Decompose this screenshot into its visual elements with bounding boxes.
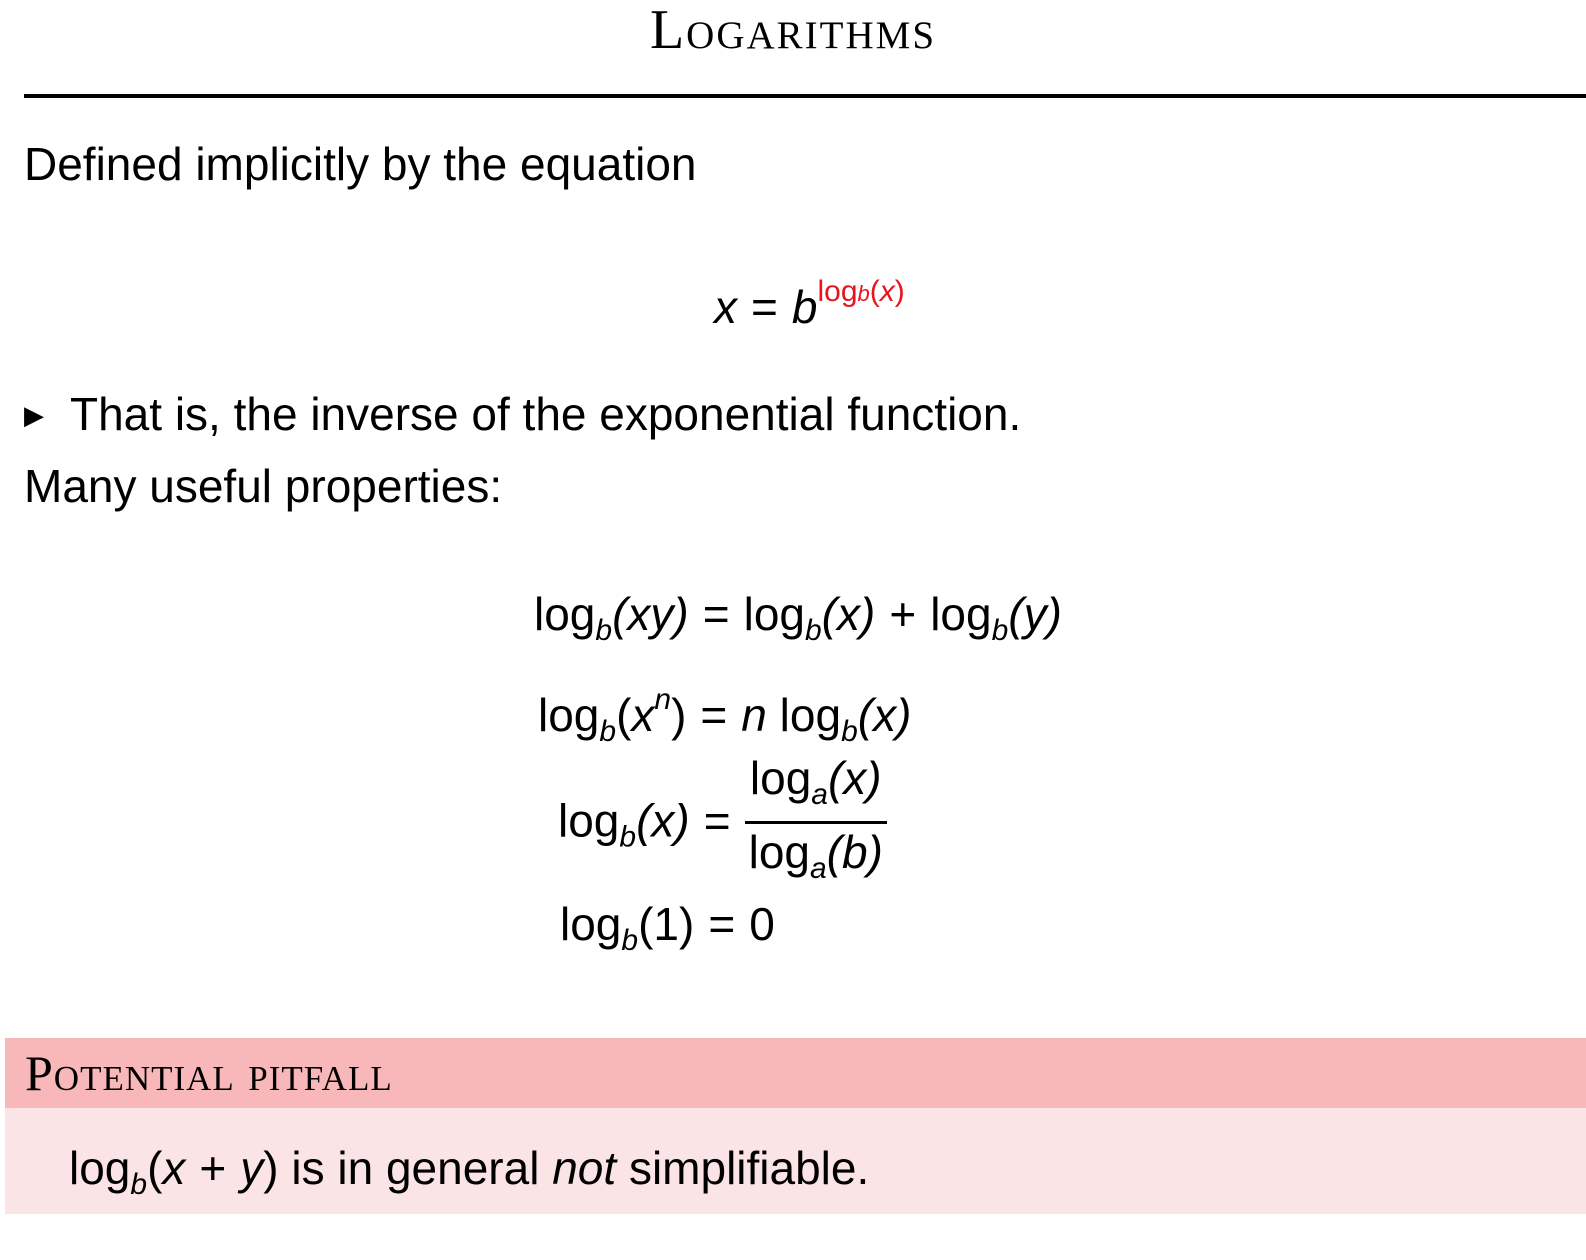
- p1-eq: =: [702, 588, 730, 640]
- p4-lhs-fn: log: [560, 898, 622, 950]
- p3-lhs-arg: (x): [636, 794, 690, 847]
- p3-den-arg: (b): [826, 826, 883, 878]
- p3-den-fn: log: [748, 826, 810, 878]
- def-exp-sub: b: [857, 281, 870, 306]
- p3-num-fn: log: [749, 752, 812, 804]
- def-exponent: [817, 275, 904, 308]
- p3-lhs-sub: b: [619, 820, 637, 854]
- pitfall-open: (: [147, 1142, 163, 1194]
- p1-r1-sub: b: [804, 614, 822, 647]
- def-exp-close: ): [894, 275, 905, 308]
- intro-text: Defined implicitly by the equation: [24, 138, 697, 190]
- pitfall-text-before: is in general: [278, 1142, 553, 1194]
- pitfall-body: [5, 1108, 1586, 1214]
- p2-r-arg: (x): [857, 689, 912, 741]
- property-log-one: [560, 896, 775, 969]
- p1-r2-fn: log: [930, 588, 992, 640]
- pitfall-emph: not: [552, 1142, 617, 1194]
- p3-fraction: [745, 752, 887, 897]
- pitfall-heading: Potential pitfall: [25, 1045, 393, 1101]
- definition-equation: [714, 264, 905, 335]
- p1-r2-arg: (y): [1008, 588, 1062, 640]
- bullet-item: [24, 386, 1021, 443]
- p3-den-sub: a: [809, 852, 827, 885]
- pitfall-y: y: [240, 1142, 264, 1194]
- bullet-triangle-icon: ▶: [24, 400, 44, 430]
- p3-num-arg: (x): [827, 752, 882, 804]
- pitfall-text-after: simplifiable.: [616, 1142, 870, 1194]
- p1-plus: +: [889, 588, 917, 640]
- def-exp-open: (: [869, 275, 880, 308]
- p1-lhs-arg: (xy): [612, 588, 689, 640]
- p2-lhs-fn: log: [538, 689, 600, 741]
- p2-eq: =: [700, 689, 728, 741]
- def-base: b: [791, 281, 818, 333]
- p2-lhs-sub: b: [599, 715, 617, 748]
- p3-numerator: [745, 752, 887, 824]
- pitfall-header: [5, 1038, 1586, 1108]
- property-change-of-base: [558, 752, 887, 897]
- p3-denominator: [745, 824, 887, 897]
- p2-coef: n: [741, 689, 767, 741]
- p1-r1-arg: (x): [821, 588, 876, 640]
- pitfall-plus: +: [199, 1142, 227, 1194]
- def-exp-arg: x: [879, 275, 895, 308]
- p2-r-fn: log: [779, 689, 842, 741]
- p4-rhs: 0: [749, 898, 775, 950]
- p2-lhs-open: (: [616, 689, 632, 741]
- def-eq: =: [751, 281, 778, 333]
- p2-r-sub: b: [841, 715, 858, 748]
- title-rule: [24, 94, 1586, 98]
- p1-lhs-sub: b: [595, 614, 613, 647]
- p2-lhs-sup: n: [654, 683, 672, 716]
- p2-lhs-close: ): [671, 689, 687, 741]
- p4-eq: =: [708, 898, 736, 950]
- properties-label: Many useful properties:: [24, 460, 503, 512]
- p1-r2-sub: b: [991, 614, 1009, 647]
- bullet-text: That is, the inverse of the exponential function.: [70, 388, 1022, 440]
- p2-lhs-var: x: [631, 689, 655, 741]
- p4-lhs-arg: (1): [638, 898, 695, 950]
- p1-lhs-fn: log: [534, 588, 596, 640]
- p3-lhs-fn: log: [558, 794, 620, 847]
- p3-eq: =: [703, 794, 731, 847]
- pitfall-sub: b: [130, 1168, 148, 1201]
- p3-num-sub: a: [811, 778, 828, 811]
- pitfall-x: x: [162, 1142, 186, 1194]
- pitfall-close: ): [263, 1142, 279, 1194]
- property-power: [538, 672, 911, 760]
- p4-lhs-sub: b: [621, 924, 639, 957]
- pitfall-fn: log: [69, 1142, 131, 1194]
- property-product: [534, 586, 1062, 659]
- pitfall-text: [69, 1140, 869, 1213]
- slide-title: Logarithms: [649, 0, 937, 61]
- def-lhs: x: [714, 281, 737, 333]
- def-exp-fn: log: [817, 275, 858, 308]
- p1-r1-fn: log: [743, 588, 805, 640]
